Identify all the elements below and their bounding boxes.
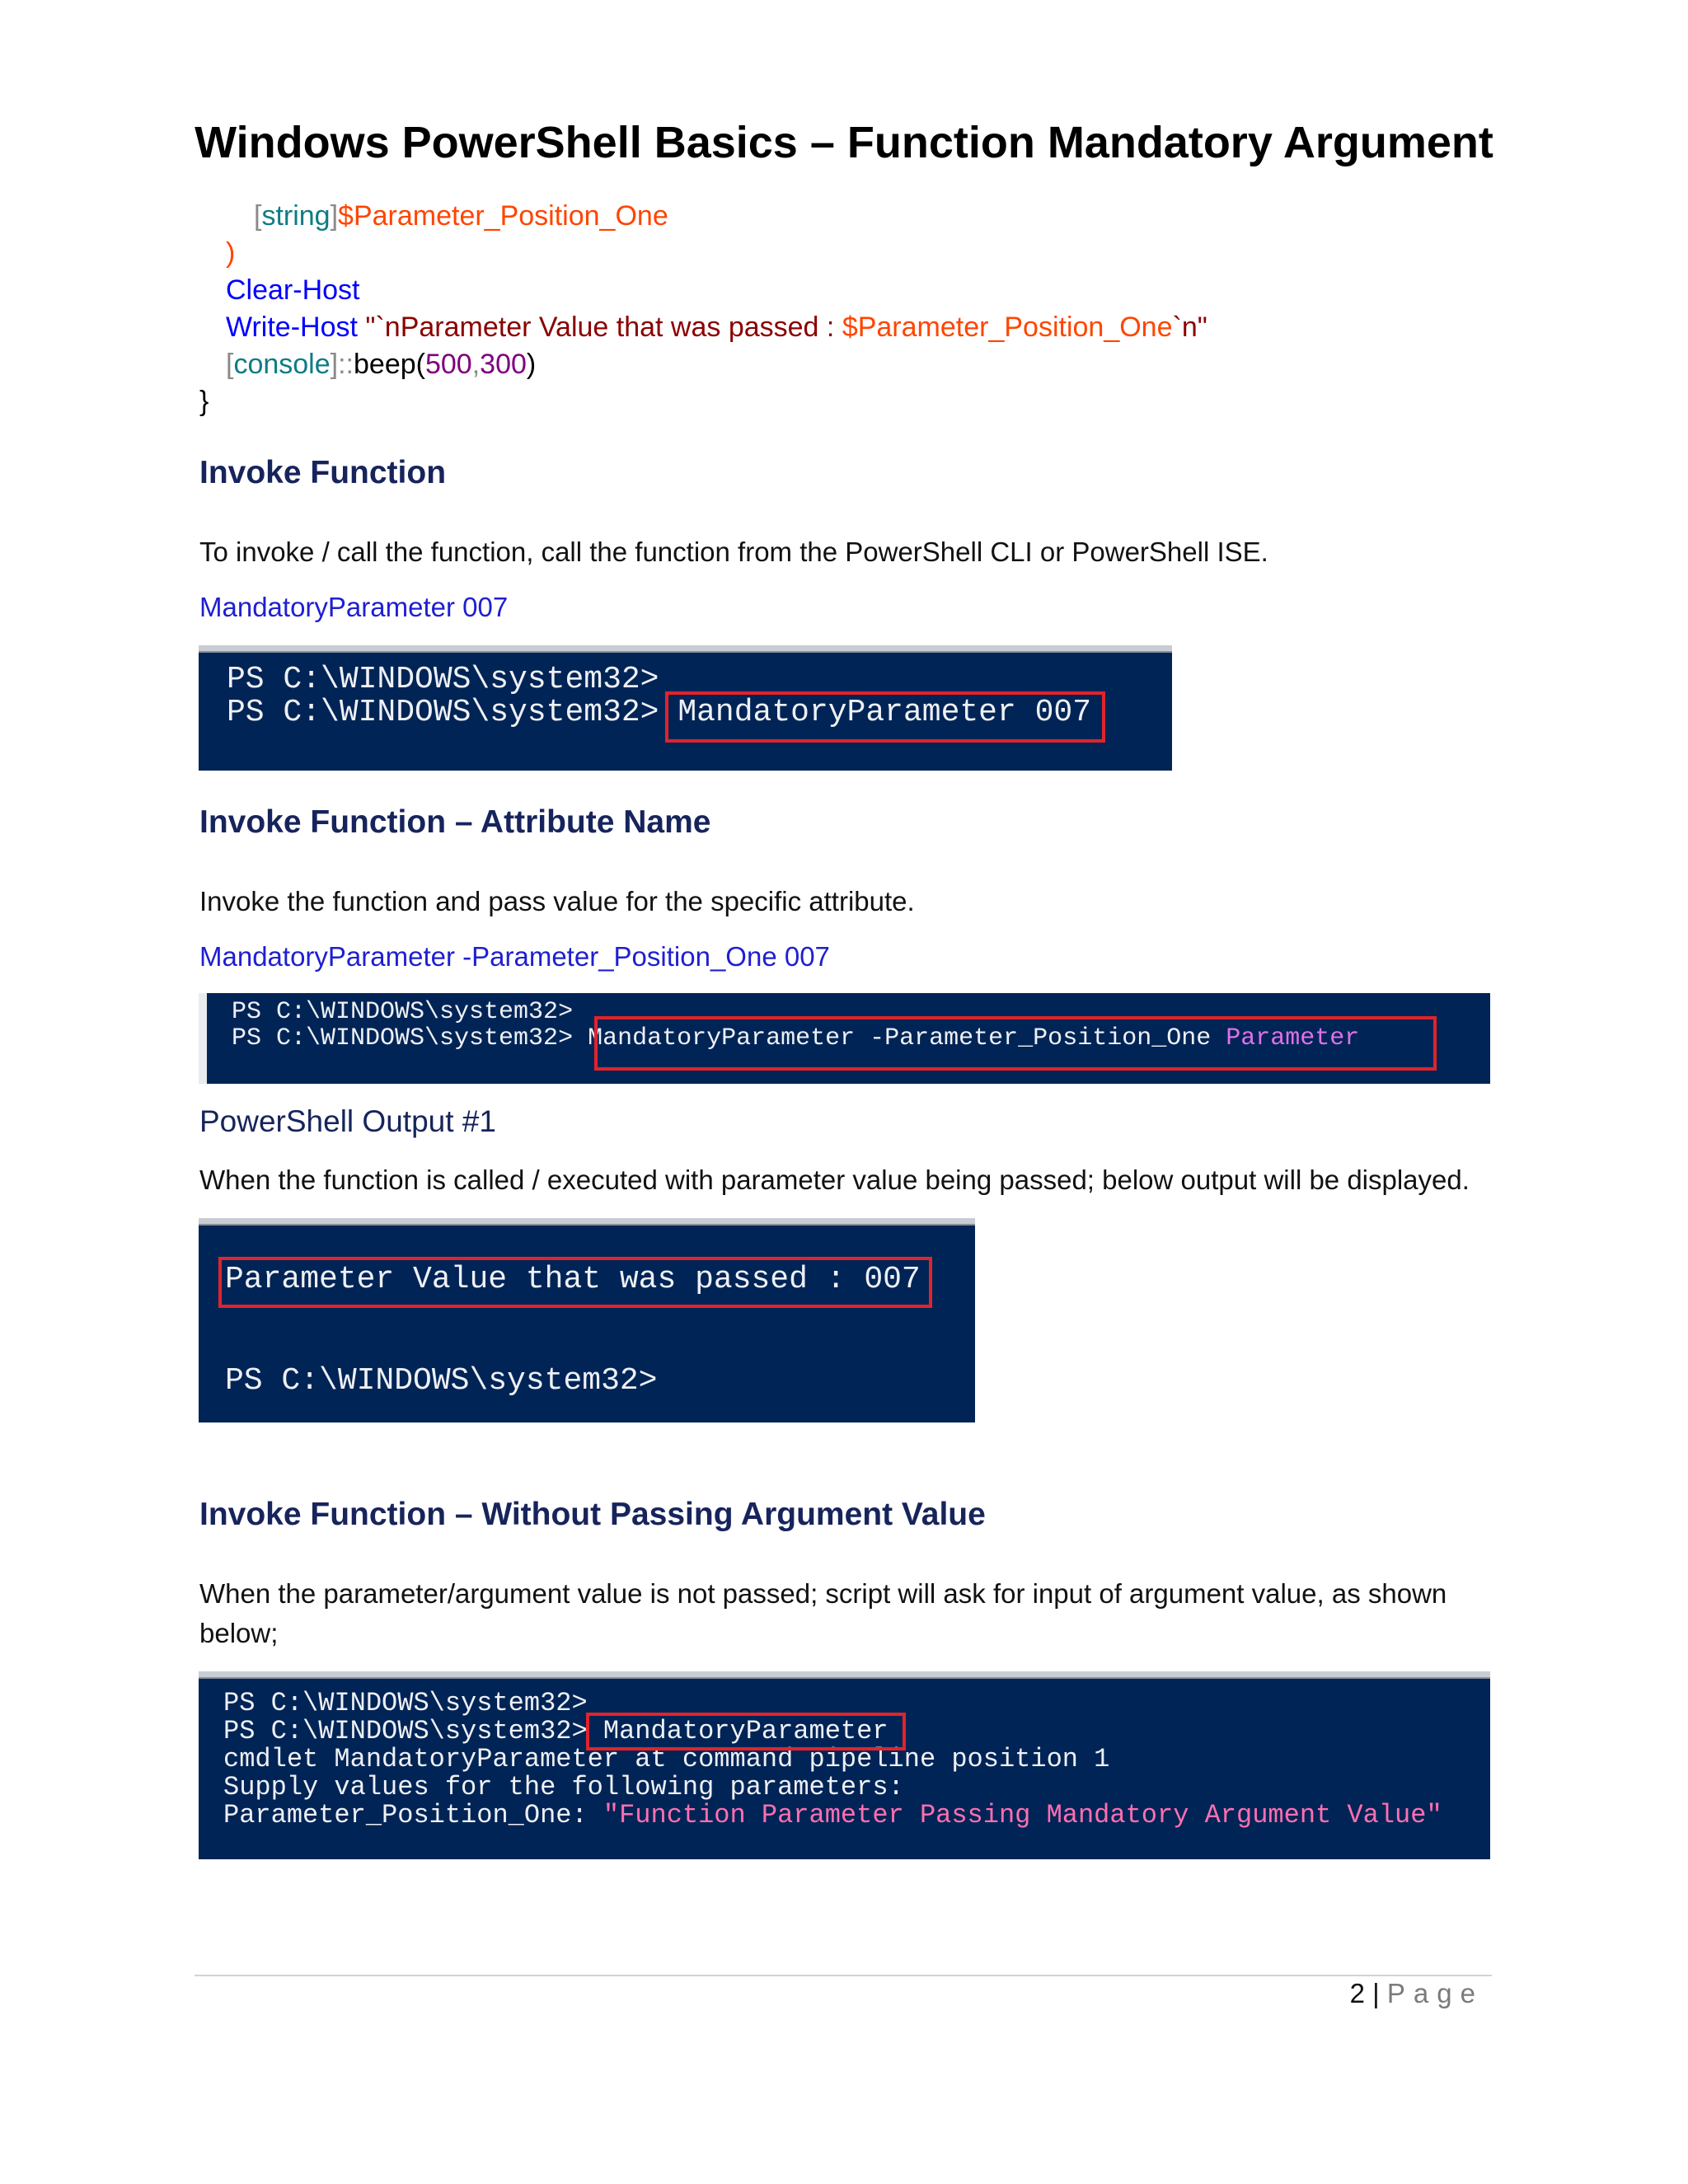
terminal-command: MandatoryParameter — [603, 1716, 889, 1746]
code-line-2: ) — [226, 237, 236, 269]
code-bracket: [ — [254, 200, 262, 232]
terminal-screenshot-1 — [199, 645, 1172, 771]
terminal-line: PS C:\WINDOWS\system32> — [223, 1688, 588, 1718]
footer-divider — [195, 1975, 1492, 1976]
code-line-1 — [254, 198, 668, 235]
code-bracket: ] — [330, 349, 339, 380]
page-separator: | — [1372, 1978, 1380, 2008]
terminal-frame — [199, 1671, 1490, 1679]
terminal-line — [223, 1800, 1442, 1830]
code-variable: $Parameter_Position_One — [338, 200, 668, 232]
terminal-command: MandatoryParameter -Parameter_Position_One — [588, 1024, 1212, 1052]
section-paragraph: below; — [199, 1618, 279, 1648]
code-type: string — [261, 200, 331, 232]
terminal-prompt-label: Parameter_Position_One: — [223, 1800, 588, 1830]
code-bracket: ] — [330, 200, 339, 232]
page-word: Page — [1386, 1978, 1484, 2008]
page-title: Windows PowerShell Basics – Function Mandatory Argument — [195, 118, 1493, 167]
code-paren: ) — [526, 349, 537, 380]
section-paragraph: When the function is called / executed with parameter value being passed; below output will be displayed. — [199, 1165, 1470, 1195]
terminal-command: MandatoryParameter 007 — [678, 695, 1091, 730]
command-example: MandatoryParameter 007 — [199, 592, 509, 622]
terminal-frame — [199, 645, 1172, 653]
section-heading-without-argument: Invoke Function – Without Passing Argument Value — [199, 1497, 986, 1532]
highlight-box — [665, 691, 1105, 743]
code-variable: $Parameter_Position_One — [842, 312, 1173, 343]
highlight-box — [586, 1713, 906, 1750]
terminal-screenshot-2 — [199, 993, 1490, 1084]
command-example: MandatoryParameter -Parameter_Position_One 007 — [199, 941, 830, 972]
section-heading-attribute-name: Invoke Function – Attribute Name — [199, 804, 711, 840]
section-heading-output: PowerShell Output #1 — [199, 1104, 496, 1138]
section-paragraph: To invoke / call the function, call the function from the PowerShell CLI or PowerShell ISE. — [199, 537, 1268, 567]
terminal-output-line: Parameter Value that was passed : 007 — [225, 1262, 921, 1297]
code-comma: , — [471, 349, 481, 380]
terminal-argument: "Function Parameter Passing Mandatory Argument Value" — [603, 1800, 1442, 1830]
code-cmdlet: Write-Host — [226, 312, 358, 343]
code-line-6: } — [199, 386, 209, 417]
terminal-prompt: PS C:\WINDOWS\system32> — [227, 695, 659, 730]
terminal-line: PS C:\WINDOWS\system32> — [232, 998, 574, 1026]
section-paragraph: Invoke the function and pass value for the specific attribute. — [199, 886, 915, 916]
terminal-line: PS C:\WINDOWS\system32> — [225, 1363, 658, 1399]
terminal-frame — [199, 1218, 975, 1226]
page-number — [1350, 1978, 1484, 2009]
code-number: 500 — [424, 349, 472, 380]
code-number: 300 — [480, 349, 527, 380]
section-paragraph: When the parameter/argument value is not passed; script will ask for input of argument value, as shown — [199, 1578, 1447, 1609]
terminal-prompt: PS C:\WINDOWS\system32> — [223, 1716, 588, 1746]
code-separator: :: — [338, 349, 354, 380]
code-bracket: [ — [226, 349, 234, 380]
terminal-screenshot-4 — [199, 1671, 1490, 1859]
code-type: console — [233, 349, 331, 380]
code-line-5 — [226, 346, 536, 383]
terminal-prompt: PS C:\WINDOWS\system32> — [232, 1024, 574, 1052]
code-string: `n" — [1172, 312, 1207, 343]
code-line-3: Clear-Host — [226, 274, 360, 306]
terminal-screenshot-3 — [199, 1218, 975, 1422]
highlight-box — [218, 1257, 932, 1308]
terminal-argument: Parameter — [1226, 1024, 1360, 1052]
code-string: "`nParameter Value that was passed : — [357, 312, 842, 343]
code-line-4 — [226, 309, 1207, 346]
terminal-line: PS C:\WINDOWS\system32> — [227, 662, 659, 697]
terminal-line: cmdlet MandatoryParameter at command pipeline position 1 — [223, 1744, 1110, 1774]
page-number-value: 2 — [1349, 1978, 1365, 2008]
code-method: beep( — [354, 349, 425, 380]
terminal-line: Supply values for the following parameters: — [223, 1772, 904, 1802]
section-heading-invoke-function: Invoke Function — [199, 455, 447, 490]
highlight-box — [594, 1016, 1437, 1071]
